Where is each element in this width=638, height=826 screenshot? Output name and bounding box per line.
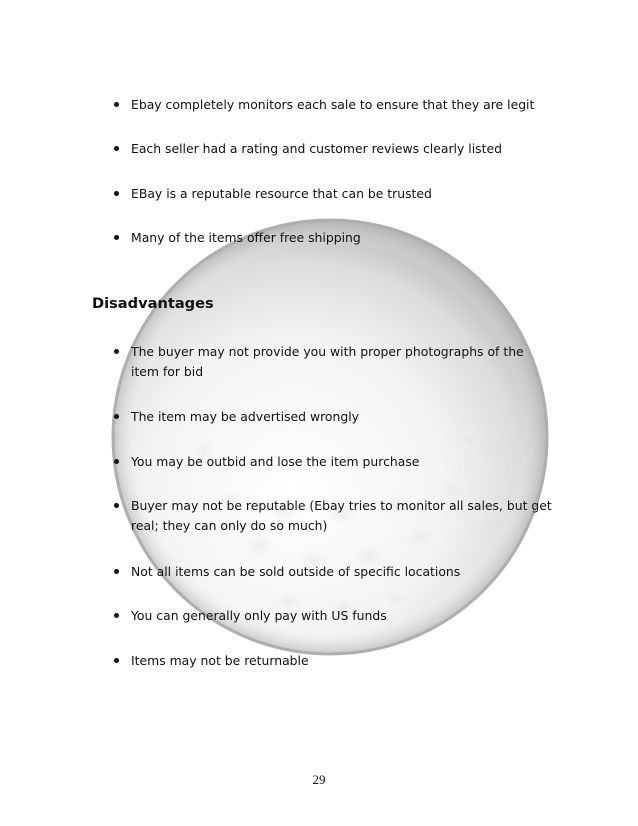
list-item-text: Buyer may not be reputable (Ebay tries to monitor all sales, but get real; they can only do so much)	[131, 498, 552, 533]
list-item-text: You may be outbid and lose the item purchase	[131, 454, 420, 469]
page-number: 29	[312, 772, 326, 787]
list-item-text: Many of the items offer free shipping	[131, 230, 361, 245]
bullet-icon	[114, 102, 119, 107]
list-item-text: Each seller had a rating and customer reviews clearly listed	[131, 141, 502, 156]
bullet-icon	[114, 503, 119, 508]
section-heading-disadvantages: Disadvantages	[92, 295, 214, 312]
bullet-icon	[114, 146, 119, 151]
list-item-text: Not all items can be sold outside of specific locations	[131, 564, 461, 579]
bullet-icon	[114, 191, 119, 196]
list-item-text: You can generally only pay with US funds	[131, 608, 387, 623]
bullet-icon	[114, 569, 119, 574]
list-item-text: Items may not be returnable	[131, 653, 309, 668]
list-item-text: Ebay completely monitors each sale to ensure that they are legit	[131, 97, 535, 112]
bullet-icon	[114, 414, 119, 419]
bullet-icon	[114, 459, 119, 464]
list-item-text: The buyer may not provide you with proper photographs of the item for bid	[131, 344, 524, 379]
bullet-icon	[114, 349, 119, 354]
list-item-text: The item may be advertised wrongly	[131, 409, 359, 424]
bullet-icon	[114, 613, 119, 618]
bullet-icon	[114, 235, 119, 240]
list-item-text: EBay is a reputable resource that can be trusted	[131, 186, 432, 201]
bullet-icon	[114, 658, 119, 663]
